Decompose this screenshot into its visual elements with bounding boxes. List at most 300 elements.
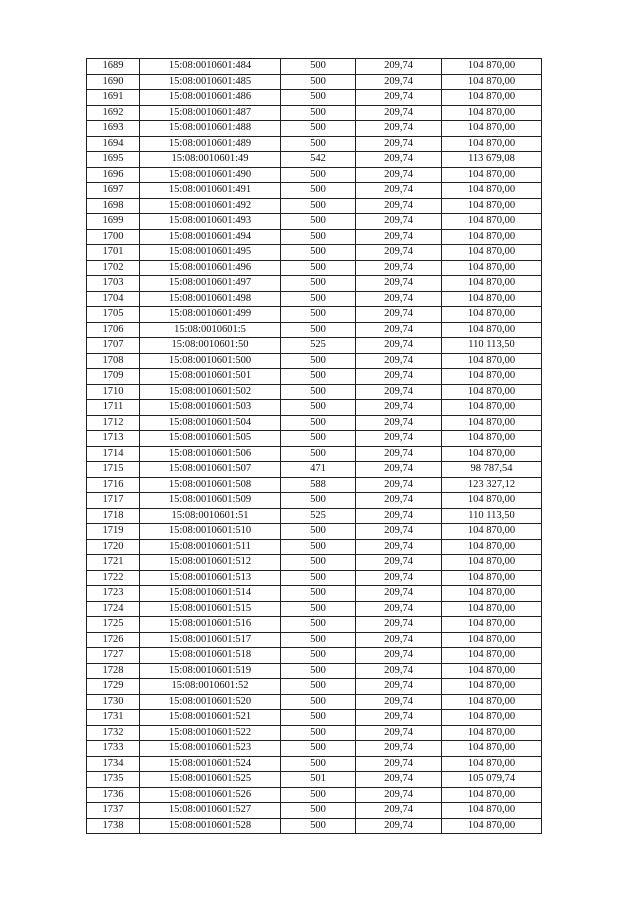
total-value-cell: 104 870,00 (442, 291, 542, 307)
unit-price-cell: 209,74 (356, 477, 442, 493)
area-cell: 500 (281, 105, 356, 121)
row-number-cell: 1736 (87, 787, 140, 803)
row-number-cell: 1722 (87, 570, 140, 586)
unit-price-cell: 209,74 (356, 694, 442, 710)
cadastral-number-cell: 15:08:0010601:51 (140, 508, 281, 524)
row-number-cell: 1706 (87, 322, 140, 338)
total-value-cell: 105 079,74 (442, 772, 542, 788)
unit-price-cell: 209,74 (356, 198, 442, 214)
row-number-cell: 1711 (87, 400, 140, 416)
total-value-cell: 104 870,00 (442, 415, 542, 431)
table-row (87, 291, 542, 307)
area-cell: 500 (281, 803, 356, 819)
row-number-cell: 1712 (87, 415, 140, 431)
cadastral-number-cell: 15:08:0010601:517 (140, 632, 281, 648)
row-number-cell: 1719 (87, 524, 140, 540)
cadastral-number-cell: 15:08:0010601:515 (140, 601, 281, 617)
table-row (87, 787, 542, 803)
table-row (87, 260, 542, 276)
table-row (87, 710, 542, 726)
total-value-cell: 123 327,12 (442, 477, 542, 493)
unit-price-cell: 209,74 (356, 756, 442, 772)
unit-price-cell: 209,74 (356, 648, 442, 664)
row-number-cell: 1709 (87, 369, 140, 385)
area-cell: 500 (281, 183, 356, 199)
unit-price-cell: 209,74 (356, 74, 442, 90)
cadastral-number-cell: 15:08:0010601:52 (140, 679, 281, 695)
cadastral-number-cell: 15:08:0010601:509 (140, 493, 281, 509)
row-number-cell: 1718 (87, 508, 140, 524)
row-number-cell: 1692 (87, 105, 140, 121)
row-number-cell: 1699 (87, 214, 140, 230)
row-number-cell: 1707 (87, 338, 140, 354)
total-value-cell: 104 870,00 (442, 446, 542, 462)
total-value-cell: 104 870,00 (442, 400, 542, 416)
area-cell: 500 (281, 369, 356, 385)
row-number-cell: 1723 (87, 586, 140, 602)
row-number-cell: 1717 (87, 493, 140, 509)
total-value-cell: 104 870,00 (442, 74, 542, 90)
unit-price-cell: 209,74 (356, 400, 442, 416)
table-row (87, 508, 542, 524)
table-row (87, 555, 542, 571)
total-value-cell: 104 870,00 (442, 183, 542, 199)
table-row (87, 369, 542, 385)
row-number-cell: 1731 (87, 710, 140, 726)
cadastral-number-cell: 15:08:0010601:507 (140, 462, 281, 478)
area-cell: 500 (281, 74, 356, 90)
table-row (87, 307, 542, 323)
area-cell: 500 (281, 710, 356, 726)
row-number-cell: 1703 (87, 276, 140, 292)
cadastral-number-cell: 15:08:0010601:508 (140, 477, 281, 493)
row-number-cell: 1690 (87, 74, 140, 90)
unit-price-cell: 209,74 (356, 586, 442, 602)
area-cell: 500 (281, 431, 356, 447)
area-cell: 500 (281, 322, 356, 338)
cadastral-number-cell: 15:08:0010601:503 (140, 400, 281, 416)
unit-price-cell: 209,74 (356, 555, 442, 571)
unit-price-cell: 209,74 (356, 524, 442, 540)
row-number-cell: 1735 (87, 772, 140, 788)
row-number-cell: 1730 (87, 694, 140, 710)
row-number-cell: 1715 (87, 462, 140, 478)
unit-price-cell: 209,74 (356, 462, 442, 478)
total-value-cell: 104 870,00 (442, 167, 542, 183)
row-number-cell: 1732 (87, 725, 140, 741)
total-value-cell: 104 870,00 (442, 322, 542, 338)
total-value-cell: 104 870,00 (442, 663, 542, 679)
table-row (87, 570, 542, 586)
unit-price-cell: 209,74 (356, 415, 442, 431)
area-cell: 500 (281, 493, 356, 509)
total-value-cell: 104 870,00 (442, 493, 542, 509)
cadastral-number-cell: 15:08:0010601:495 (140, 245, 281, 261)
row-number-cell: 1720 (87, 539, 140, 555)
row-number-cell: 1734 (87, 756, 140, 772)
area-cell: 500 (281, 384, 356, 400)
row-number-cell: 1693 (87, 121, 140, 137)
unit-price-cell: 209,74 (356, 183, 442, 199)
unit-price-cell: 209,74 (356, 818, 442, 834)
row-number-cell: 1689 (87, 59, 140, 75)
table-row (87, 59, 542, 75)
row-number-cell: 1729 (87, 679, 140, 695)
total-value-cell: 104 870,00 (442, 369, 542, 385)
table-body (87, 59, 542, 834)
area-cell: 588 (281, 477, 356, 493)
table-row (87, 663, 542, 679)
total-value-cell: 98 787,54 (442, 462, 542, 478)
table-row (87, 756, 542, 772)
cadastral-number-cell: 15:08:0010601:526 (140, 787, 281, 803)
unit-price-cell: 209,74 (356, 90, 442, 106)
total-value-cell: 104 870,00 (442, 121, 542, 137)
row-number-cell: 1733 (87, 741, 140, 757)
row-number-cell: 1726 (87, 632, 140, 648)
table-row (87, 276, 542, 292)
total-value-cell: 104 870,00 (442, 90, 542, 106)
document-page (86, 58, 541, 834)
cadastral-number-cell: 15:08:0010601:525 (140, 772, 281, 788)
total-value-cell: 104 870,00 (442, 601, 542, 617)
area-cell: 500 (281, 214, 356, 230)
unit-price-cell: 209,74 (356, 167, 442, 183)
row-number-cell: 1716 (87, 477, 140, 493)
table-row (87, 617, 542, 633)
total-value-cell: 104 870,00 (442, 694, 542, 710)
table-row (87, 694, 542, 710)
row-number-cell: 1737 (87, 803, 140, 819)
row-number-cell: 1724 (87, 601, 140, 617)
table-row (87, 214, 542, 230)
area-cell: 500 (281, 632, 356, 648)
cadastral-number-cell: 15:08:0010601:527 (140, 803, 281, 819)
table-row (87, 353, 542, 369)
cadastral-number-cell: 15:08:0010601:514 (140, 586, 281, 602)
cadastral-number-cell: 15:08:0010601:512 (140, 555, 281, 571)
table-row (87, 539, 542, 555)
area-cell: 500 (281, 198, 356, 214)
unit-price-cell: 209,74 (356, 229, 442, 245)
row-number-cell: 1725 (87, 617, 140, 633)
area-cell: 500 (281, 167, 356, 183)
cadastral-number-cell: 15:08:0010601:521 (140, 710, 281, 726)
row-number-cell: 1701 (87, 245, 140, 261)
area-cell: 500 (281, 121, 356, 137)
area-cell: 500 (281, 539, 356, 555)
table-row (87, 121, 542, 137)
total-value-cell: 104 870,00 (442, 617, 542, 633)
cadastral-number-cell: 15:08:0010601:505 (140, 431, 281, 447)
table-row (87, 415, 542, 431)
table-row (87, 679, 542, 695)
area-cell: 500 (281, 818, 356, 834)
total-value-cell: 104 870,00 (442, 725, 542, 741)
unit-price-cell: 209,74 (356, 803, 442, 819)
table-row (87, 400, 542, 416)
area-cell: 500 (281, 245, 356, 261)
cadastral-number-cell: 15:08:0010601:501 (140, 369, 281, 385)
total-value-cell: 104 870,00 (442, 245, 542, 261)
area-cell: 500 (281, 446, 356, 462)
row-number-cell: 1738 (87, 818, 140, 834)
cadastral-number-cell: 15:08:0010601:498 (140, 291, 281, 307)
row-number-cell: 1713 (87, 431, 140, 447)
area-cell: 500 (281, 555, 356, 571)
row-number-cell: 1721 (87, 555, 140, 571)
area-cell: 500 (281, 415, 356, 431)
area-cell: 500 (281, 617, 356, 633)
total-value-cell: 104 870,00 (442, 214, 542, 230)
row-number-cell: 1694 (87, 136, 140, 152)
total-value-cell: 104 870,00 (442, 586, 542, 602)
cadastral-number-cell: 15:08:0010601:497 (140, 276, 281, 292)
unit-price-cell: 209,74 (356, 353, 442, 369)
unit-price-cell: 209,74 (356, 431, 442, 447)
area-cell: 500 (281, 291, 356, 307)
table-row (87, 648, 542, 664)
cadastral-number-cell: 15:08:0010601:50 (140, 338, 281, 354)
row-number-cell: 1702 (87, 260, 140, 276)
unit-price-cell: 209,74 (356, 214, 442, 230)
cadastral-number-cell: 15:08:0010601:486 (140, 90, 281, 106)
cadastral-number-cell: 15:08:0010601:493 (140, 214, 281, 230)
unit-price-cell: 209,74 (356, 710, 442, 726)
unit-price-cell: 209,74 (356, 152, 442, 168)
row-number-cell: 1691 (87, 90, 140, 106)
table-row (87, 524, 542, 540)
total-value-cell: 104 870,00 (442, 524, 542, 540)
cadastral-number-cell: 15:08:0010601:510 (140, 524, 281, 540)
total-value-cell: 104 870,00 (442, 570, 542, 586)
total-value-cell: 104 870,00 (442, 105, 542, 121)
total-value-cell: 104 870,00 (442, 353, 542, 369)
table-row (87, 245, 542, 261)
total-value-cell: 104 870,00 (442, 787, 542, 803)
unit-price-cell: 209,74 (356, 508, 442, 524)
area-cell: 500 (281, 648, 356, 664)
cadastral-number-cell: 15:08:0010601:506 (140, 446, 281, 462)
row-number-cell: 1700 (87, 229, 140, 245)
cadastral-number-cell: 15:08:0010601:491 (140, 183, 281, 199)
area-cell: 500 (281, 586, 356, 602)
cadastral-number-cell: 15:08:0010601:484 (140, 59, 281, 75)
unit-price-cell: 209,74 (356, 446, 442, 462)
cadastral-number-cell: 15:08:0010601:499 (140, 307, 281, 323)
table-row (87, 493, 542, 509)
total-value-cell: 104 870,00 (442, 648, 542, 664)
unit-price-cell: 209,74 (356, 136, 442, 152)
unit-price-cell: 209,74 (356, 772, 442, 788)
total-value-cell: 104 870,00 (442, 198, 542, 214)
table-row (87, 136, 542, 152)
total-value-cell: 104 870,00 (442, 431, 542, 447)
table-row (87, 803, 542, 819)
total-value-cell: 104 870,00 (442, 741, 542, 757)
table-row (87, 183, 542, 199)
area-cell: 500 (281, 787, 356, 803)
unit-price-cell: 209,74 (356, 307, 442, 323)
area-cell: 525 (281, 338, 356, 354)
table-row (87, 725, 542, 741)
area-cell: 500 (281, 276, 356, 292)
unit-price-cell: 209,74 (356, 787, 442, 803)
cadastral-number-cell: 15:08:0010601:528 (140, 818, 281, 834)
cadastral-number-cell: 15:08:0010601:504 (140, 415, 281, 431)
area-cell: 500 (281, 756, 356, 772)
area-cell: 471 (281, 462, 356, 478)
table-row (87, 152, 542, 168)
total-value-cell: 104 870,00 (442, 679, 542, 695)
row-number-cell: 1710 (87, 384, 140, 400)
area-cell: 500 (281, 260, 356, 276)
row-number-cell: 1708 (87, 353, 140, 369)
cadastral-number-cell: 15:08:0010601:500 (140, 353, 281, 369)
table-row (87, 74, 542, 90)
total-value-cell: 104 870,00 (442, 756, 542, 772)
cadastral-number-cell: 15:08:0010601:522 (140, 725, 281, 741)
cadastral-number-cell: 15:08:0010601:496 (140, 260, 281, 276)
cadastral-number-cell: 15:08:0010601:524 (140, 756, 281, 772)
cadastral-number-cell: 15:08:0010601:502 (140, 384, 281, 400)
total-value-cell: 104 870,00 (442, 276, 542, 292)
unit-price-cell: 209,74 (356, 322, 442, 338)
unit-price-cell: 209,74 (356, 260, 442, 276)
area-cell: 501 (281, 772, 356, 788)
total-value-cell: 104 870,00 (442, 136, 542, 152)
table-row (87, 90, 542, 106)
area-cell: 500 (281, 90, 356, 106)
unit-price-cell: 209,74 (356, 105, 442, 121)
unit-price-cell: 209,74 (356, 369, 442, 385)
cadastral-number-cell: 15:08:0010601:511 (140, 539, 281, 555)
unit-price-cell: 209,74 (356, 539, 442, 555)
cadastral-number-cell: 15:08:0010601:516 (140, 617, 281, 633)
area-cell: 500 (281, 725, 356, 741)
table-row (87, 586, 542, 602)
row-number-cell: 1728 (87, 663, 140, 679)
cadastral-number-cell: 15:08:0010601:485 (140, 74, 281, 90)
unit-price-cell: 209,74 (356, 570, 442, 586)
area-cell: 500 (281, 307, 356, 323)
unit-price-cell: 209,74 (356, 384, 442, 400)
cadastral-number-cell: 15:08:0010601:513 (140, 570, 281, 586)
table-row (87, 772, 542, 788)
row-number-cell: 1727 (87, 648, 140, 664)
area-cell: 542 (281, 152, 356, 168)
table-row (87, 384, 542, 400)
area-cell: 525 (281, 508, 356, 524)
table-row (87, 105, 542, 121)
total-value-cell: 104 870,00 (442, 818, 542, 834)
unit-price-cell: 209,74 (356, 121, 442, 137)
table-row (87, 741, 542, 757)
unit-price-cell: 209,74 (356, 725, 442, 741)
row-number-cell: 1696 (87, 167, 140, 183)
unit-price-cell: 209,74 (356, 59, 442, 75)
area-cell: 500 (281, 741, 356, 757)
total-value-cell: 104 870,00 (442, 229, 542, 245)
cadastral-number-cell: 15:08:0010601:519 (140, 663, 281, 679)
row-number-cell: 1695 (87, 152, 140, 168)
area-cell: 500 (281, 136, 356, 152)
unit-price-cell: 209,74 (356, 679, 442, 695)
unit-price-cell: 209,74 (356, 601, 442, 617)
table-row (87, 818, 542, 834)
table-row (87, 431, 542, 447)
total-value-cell: 104 870,00 (442, 59, 542, 75)
table-row (87, 198, 542, 214)
total-value-cell: 104 870,00 (442, 803, 542, 819)
total-value-cell: 104 870,00 (442, 307, 542, 323)
area-cell: 500 (281, 570, 356, 586)
total-value-cell: 104 870,00 (442, 710, 542, 726)
unit-price-cell: 209,74 (356, 617, 442, 633)
total-value-cell: 104 870,00 (442, 632, 542, 648)
row-number-cell: 1705 (87, 307, 140, 323)
row-number-cell: 1714 (87, 446, 140, 462)
total-value-cell: 110 113,50 (442, 508, 542, 524)
total-value-cell: 104 870,00 (442, 555, 542, 571)
unit-price-cell: 209,74 (356, 663, 442, 679)
area-cell: 500 (281, 663, 356, 679)
unit-price-cell: 209,74 (356, 741, 442, 757)
table-row (87, 462, 542, 478)
cadastral-number-cell: 15:08:0010601:5 (140, 322, 281, 338)
cadastral-number-cell: 15:08:0010601:518 (140, 648, 281, 664)
cadastral-number-cell: 15:08:0010601:520 (140, 694, 281, 710)
area-cell: 500 (281, 353, 356, 369)
cadastral-number-cell: 15:08:0010601:492 (140, 198, 281, 214)
cadastral-number-cell: 15:08:0010601:489 (140, 136, 281, 152)
unit-price-cell: 209,74 (356, 291, 442, 307)
area-cell: 500 (281, 400, 356, 416)
table-row (87, 338, 542, 354)
area-cell: 500 (281, 679, 356, 695)
cadastral-number-cell: 15:08:0010601:49 (140, 152, 281, 168)
total-value-cell: 113 679,08 (442, 152, 542, 168)
total-value-cell: 104 870,00 (442, 384, 542, 400)
total-value-cell: 110 113,50 (442, 338, 542, 354)
area-cell: 500 (281, 59, 356, 75)
table-row (87, 167, 542, 183)
unit-price-cell: 209,74 (356, 245, 442, 261)
cadastral-number-cell: 15:08:0010601:488 (140, 121, 281, 137)
unit-price-cell: 209,74 (356, 632, 442, 648)
unit-price-cell: 209,74 (356, 276, 442, 292)
row-number-cell: 1698 (87, 198, 140, 214)
total-value-cell: 104 870,00 (442, 260, 542, 276)
unit-price-cell: 209,74 (356, 493, 442, 509)
area-cell: 500 (281, 601, 356, 617)
total-value-cell: 104 870,00 (442, 539, 542, 555)
cadastral-number-cell: 15:08:0010601:494 (140, 229, 281, 245)
table-row (87, 601, 542, 617)
area-cell: 500 (281, 524, 356, 540)
area-cell: 500 (281, 694, 356, 710)
table-row (87, 446, 542, 462)
cadastral-number-cell: 15:08:0010601:490 (140, 167, 281, 183)
area-cell: 500 (281, 229, 356, 245)
table-row (87, 229, 542, 245)
unit-price-cell: 209,74 (356, 338, 442, 354)
row-number-cell: 1704 (87, 291, 140, 307)
table-row (87, 322, 542, 338)
cadastral-number-cell: 15:08:0010601:523 (140, 741, 281, 757)
table-row (87, 632, 542, 648)
row-number-cell: 1697 (87, 183, 140, 199)
